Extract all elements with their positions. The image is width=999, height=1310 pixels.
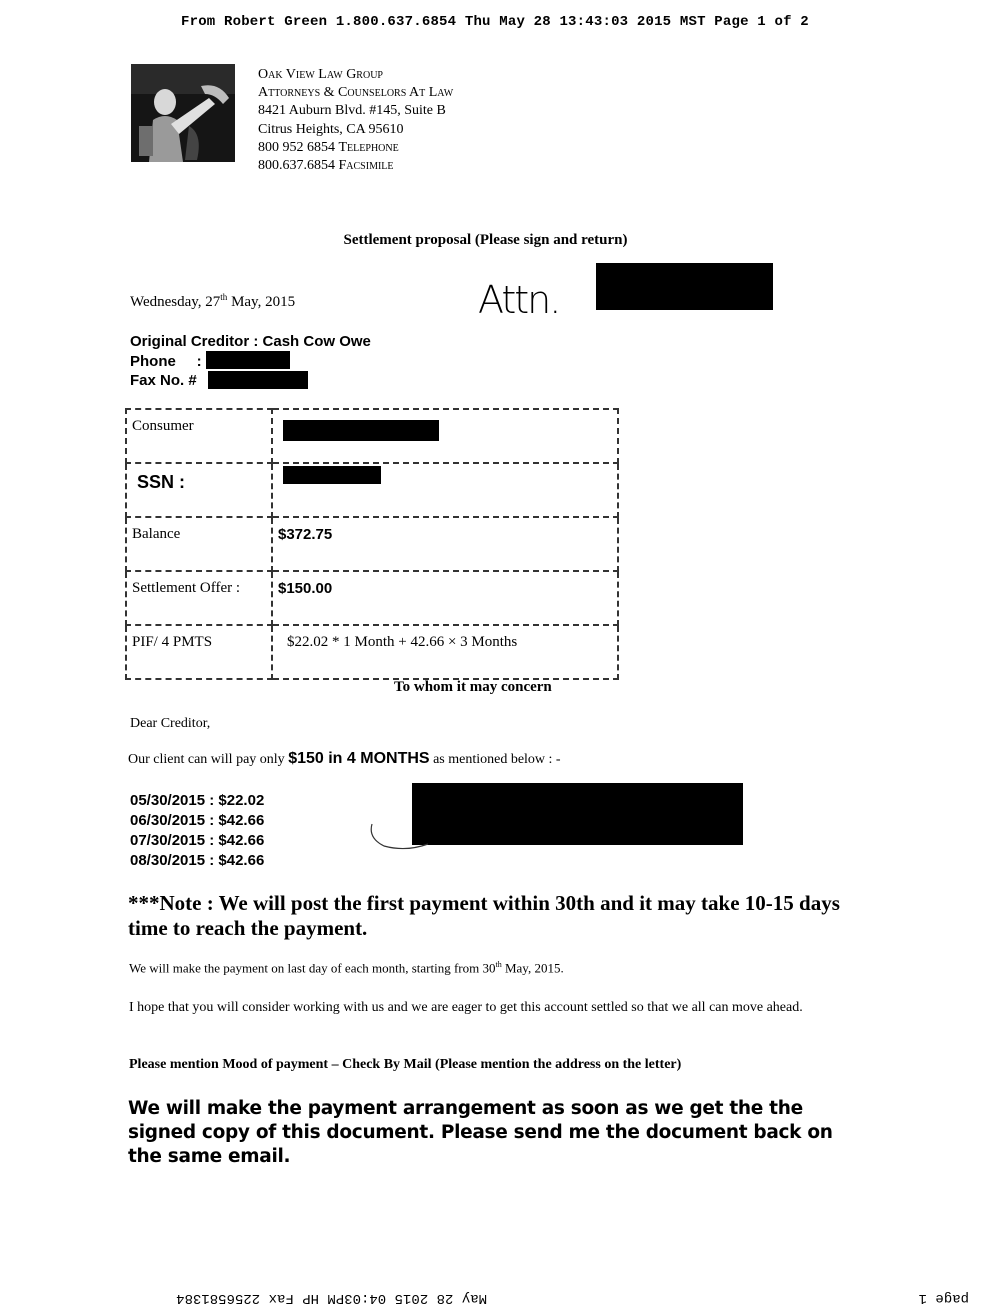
handwritten-attention: Attn.: [478, 278, 560, 322]
redaction-ssn: [283, 466, 381, 484]
account-details-table: [125, 408, 619, 680]
schedule-item: 07/30/2015 : $42.66: [130, 832, 265, 849]
redaction-creditor-fax: [208, 371, 308, 389]
detail-label-settlement-offer: Settlement Offer :: [126, 571, 272, 625]
detail-label-balance: Balance: [126, 517, 272, 571]
payment-day-suffix: th: [495, 960, 502, 969]
schedule-item: 06/30/2015 : $42.66: [130, 812, 265, 829]
table-row: [126, 517, 618, 571]
table-row: [126, 463, 618, 517]
firm-name: Oak View Law Group: [258, 67, 383, 82]
table-row: [126, 625, 618, 679]
firm-phone-label: Telephone: [338, 139, 399, 155]
date-day: Wednesday, 27: [130, 294, 221, 310]
firm-tagline: Attorneys & Counselors At Law: [258, 85, 454, 101]
hope-paragraph: I hope that you will consider working with us and we are eager to get this account settled so that we all can move ahead.: [129, 1000, 803, 1015]
payment-intro-highlight: $150 in 4 MONTHS: [288, 750, 430, 767]
redaction-signature: [412, 783, 743, 845]
inverted-fax-stamp: May 28 2015 04:03PM HP Fax 2256581384: [176, 1290, 487, 1306]
firm-phone-number: 800 952 6854: [258, 139, 335, 155]
to-whom-heading: To whom it may concern: [394, 679, 552, 695]
payment-day-text: [129, 960, 564, 976]
payment-note: ***Note : We will post the first payment within 30th and it may take 10-15 days time to reach the payment.: [128, 891, 840, 940]
document-title: [0, 232, 999, 249]
firm-fax: [258, 157, 453, 175]
arrangement-paragraph: We will make the payment arrangement as soon as we get the the signed copy of this document. Please send me the document back on the same email.: [128, 1098, 833, 1167]
table-row: [126, 571, 618, 625]
detail-value-consumer: [272, 409, 618, 463]
firm-fax-label: Facsimile: [338, 158, 394, 174]
schedule-item: 05/30/2015 : $22.02: [130, 792, 265, 809]
firm-letterhead: [258, 66, 453, 175]
inverted-fax-footer: [0, 1283, 999, 1309]
payment-schedule: [130, 791, 264, 871]
payment-intro: [128, 750, 561, 768]
fax-transmission-header: From Robert Green 1.800.637.6854 Thu May 28 13:43:03 2015 MST Page 1 of 2: [181, 14, 809, 30]
payment-day-after: May, 2015.: [501, 960, 564, 976]
document-title-text: Settlement proposal (Please sign and return): [343, 232, 628, 248]
payment-mode-request: Please mention Mood of payment – Check By Mail (Please mention the address on the letter): [129, 1057, 682, 1072]
detail-label-pif: PIF/ 4 PMTS: [126, 625, 272, 679]
firm-fax-number: 800.637.6854: [258, 158, 335, 174]
firm-address-line1: 8421 Auburn Blvd. #145, Suite B: [258, 103, 446, 119]
creditor-phone-label: Phone :: [130, 352, 202, 370]
payment-day-before: We will make the payment on last day of each month, starting from 30: [129, 960, 496, 976]
detail-value-balance: $372.75: [272, 517, 618, 571]
salutation: Dear Creditor,: [130, 716, 211, 731]
redaction-creditor-phone: [206, 351, 290, 369]
inverted-page-number: page 1: [918, 1290, 969, 1306]
detail-label-ssn: SSN :: [126, 463, 272, 517]
payment-intro-before: Our client can will pay only: [128, 752, 289, 767]
date-suffix: th: [220, 292, 228, 302]
detail-value-pif: $22.02 * 1 Month + 42.66 × 3 Months: [272, 625, 618, 679]
detail-value-ssn: [272, 463, 618, 517]
date-rest: May, 2015: [227, 294, 296, 310]
signature-scribble-icon: [366, 820, 436, 854]
firm-logo-image: [131, 64, 235, 162]
schedule-item: 08/30/2015 : $42.66: [130, 852, 265, 869]
original-creditor-label: Original Creditor :: [130, 333, 263, 350]
table-row: [126, 409, 618, 463]
redaction-attention-name: [596, 263, 773, 310]
logo-photo-icon: [131, 64, 235, 162]
firm-address-line2: Citrus Heights, CA 95610: [258, 121, 404, 137]
letter-date: [130, 292, 295, 311]
original-creditor-value: Cash Cow Owe: [262, 333, 371, 350]
original-creditor: [130, 332, 371, 352]
detail-label-consumer: Consumer: [126, 409, 272, 463]
redaction-consumer-name: [283, 420, 439, 441]
payment-intro-after: as mentioned below : -: [429, 752, 561, 767]
creditor-fax-label: Fax No. #: [130, 372, 197, 389]
firm-phone: [258, 139, 453, 157]
detail-value-settlement-offer: $150.00: [272, 571, 618, 625]
